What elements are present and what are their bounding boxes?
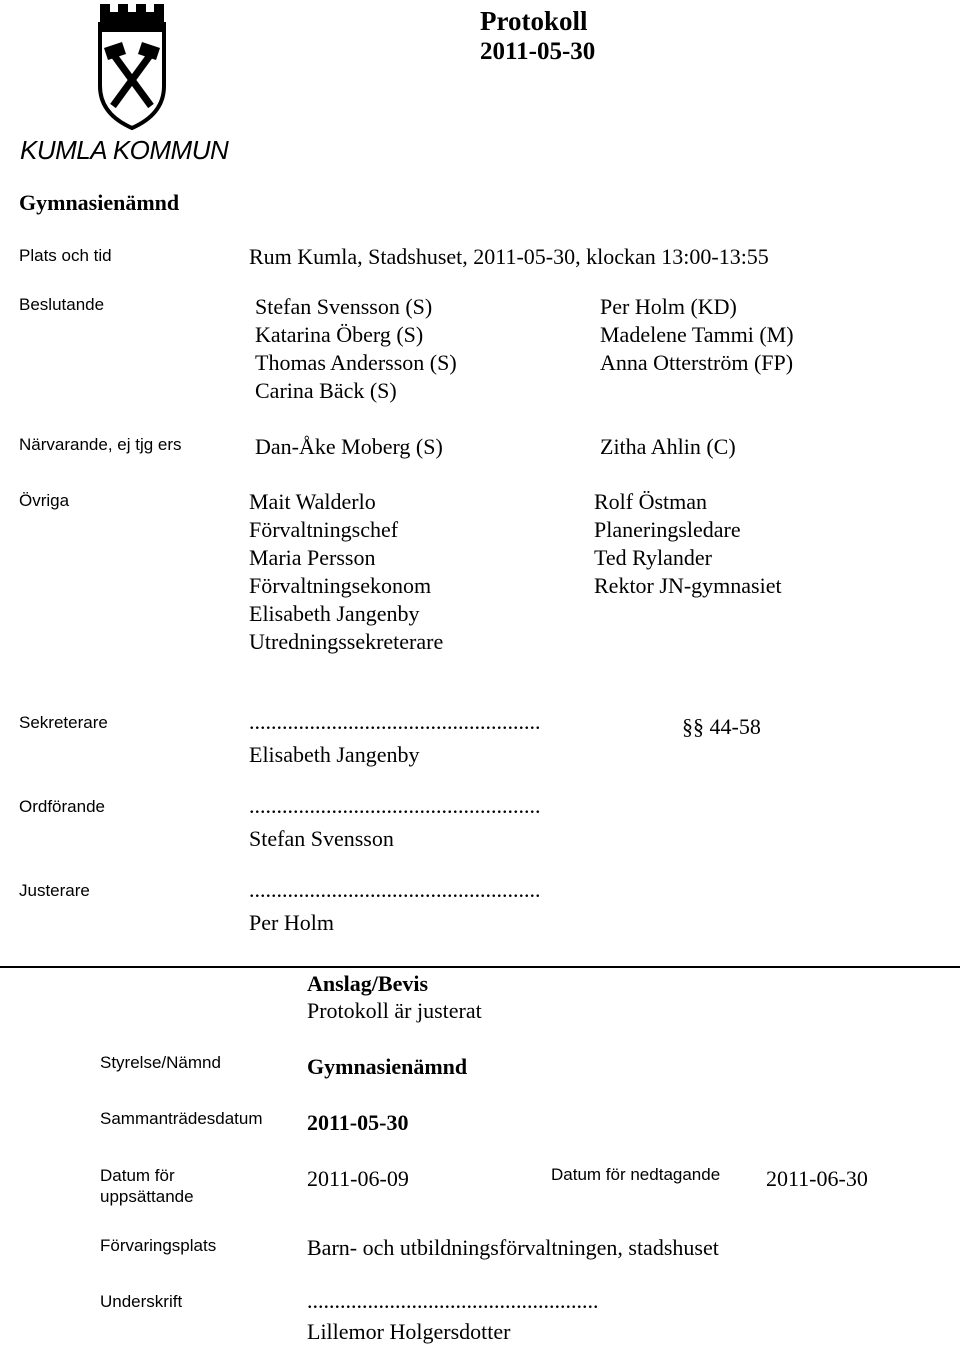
- ovriga-list-left: [249, 488, 443, 656]
- person-name: Ted Rylander: [594, 545, 712, 570]
- sammantrade-label: Sammanträdesdatum: [100, 1109, 263, 1128]
- uppsattande-label-line: uppsättande: [100, 1187, 194, 1206]
- person-name: Mait Walderlo: [249, 489, 376, 514]
- member-name: Carina Bäck (S): [255, 378, 397, 403]
- ordforande-label: Ordförande: [19, 797, 105, 816]
- uppsattande-value: 2011-06-09: [307, 1166, 409, 1191]
- place-time-label: Plats och tid: [19, 246, 112, 265]
- narvarande-right: Zitha Ahlin (C): [600, 434, 736, 459]
- person-title: Förvaltningsekonom: [249, 573, 432, 598]
- forvaring-label: Förvaringsplats: [100, 1236, 217, 1255]
- member-name: Stefan Svensson (S): [255, 294, 433, 319]
- uppsattande-label: [100, 1165, 194, 1207]
- underskrift-signature-line: .....................................................: [307, 1288, 599, 1313]
- styrelse-label: Styrelse/Nämnd: [100, 1053, 221, 1072]
- person-title: Rektor JN-gymnasiet: [594, 573, 782, 598]
- ovriga-list-right: [594, 488, 782, 600]
- beslutande-list-left: [255, 293, 457, 405]
- sammantrade-value: 2011-05-30: [307, 1110, 409, 1135]
- ordforande-signature-line: .....................................................: [249, 793, 541, 818]
- uppsattande-label-line: Datum för: [100, 1166, 175, 1185]
- ovriga-label: Övriga: [19, 491, 70, 510]
- anslag-subheading: Protokoll är justerat: [307, 998, 482, 1023]
- person-title: Utredningssekreterare: [249, 629, 444, 654]
- nedtagande-value: 2011-06-30: [766, 1166, 868, 1191]
- person-title: Planeringsledare: [594, 517, 741, 542]
- beslutande-list-right: [600, 293, 794, 377]
- document-title: Protokoll: [480, 6, 588, 36]
- member-name: Katarina Öberg (S): [255, 322, 424, 347]
- justerare-name: Per Holm: [249, 910, 334, 935]
- narvarande-left: Dan-Åke Moberg (S): [255, 434, 443, 459]
- anslag-heading: Anslag/Bevis: [307, 971, 429, 996]
- kumla-kommun-logo: [18, 2, 246, 164]
- narvarande-label: Närvarande, ej tjg ers: [19, 435, 182, 454]
- person-name: Elisabeth Jangenby: [249, 601, 420, 626]
- place-time-value: Rum Kumla, Stadshuset, 2011-05-30, klockan 13:00-13:55: [249, 244, 769, 269]
- member-name: Anna Otterström (FP): [600, 350, 794, 375]
- sekreterare-name: Elisabeth Jangenby: [249, 742, 420, 767]
- section-divider: [0, 966, 960, 968]
- person-name: Rolf Östman: [594, 489, 708, 514]
- underskrift-name: Lillemor Holgersdotter: [307, 1319, 511, 1344]
- sekreterare-signature-line: .....................................................: [249, 709, 541, 734]
- logo-wordmark: KUMLA KOMMUN: [20, 135, 229, 165]
- forvaring-value: Barn- och utbildningsförvaltningen, stadshuset: [307, 1235, 719, 1260]
- paragraph-range: §§ 44-58: [682, 714, 761, 739]
- ordforande-name: Stefan Svensson: [249, 826, 394, 851]
- document-date: 2011-05-30: [480, 38, 596, 65]
- justerare-signature-line: .....................................................: [249, 877, 541, 902]
- member-name: Madelene Tammi (M): [600, 322, 794, 347]
- justerare-label: Justerare: [19, 881, 90, 900]
- member-name: Per Holm (KD): [600, 294, 737, 319]
- committee-name: Gymnasienämnd: [19, 190, 180, 215]
- beslutande-label: Beslutande: [19, 295, 105, 314]
- person-name: Maria Persson: [249, 545, 376, 570]
- styrelse-value: Gymnasienämnd: [307, 1054, 468, 1079]
- member-name: Thomas Andersson (S): [255, 350, 457, 375]
- person-title: Förvaltningschef: [249, 517, 399, 542]
- sekreterare-label: Sekreterare: [19, 713, 108, 732]
- nedtagande-label: Datum för nedtagande: [551, 1165, 721, 1184]
- underskrift-label: Underskrift: [100, 1292, 183, 1311]
